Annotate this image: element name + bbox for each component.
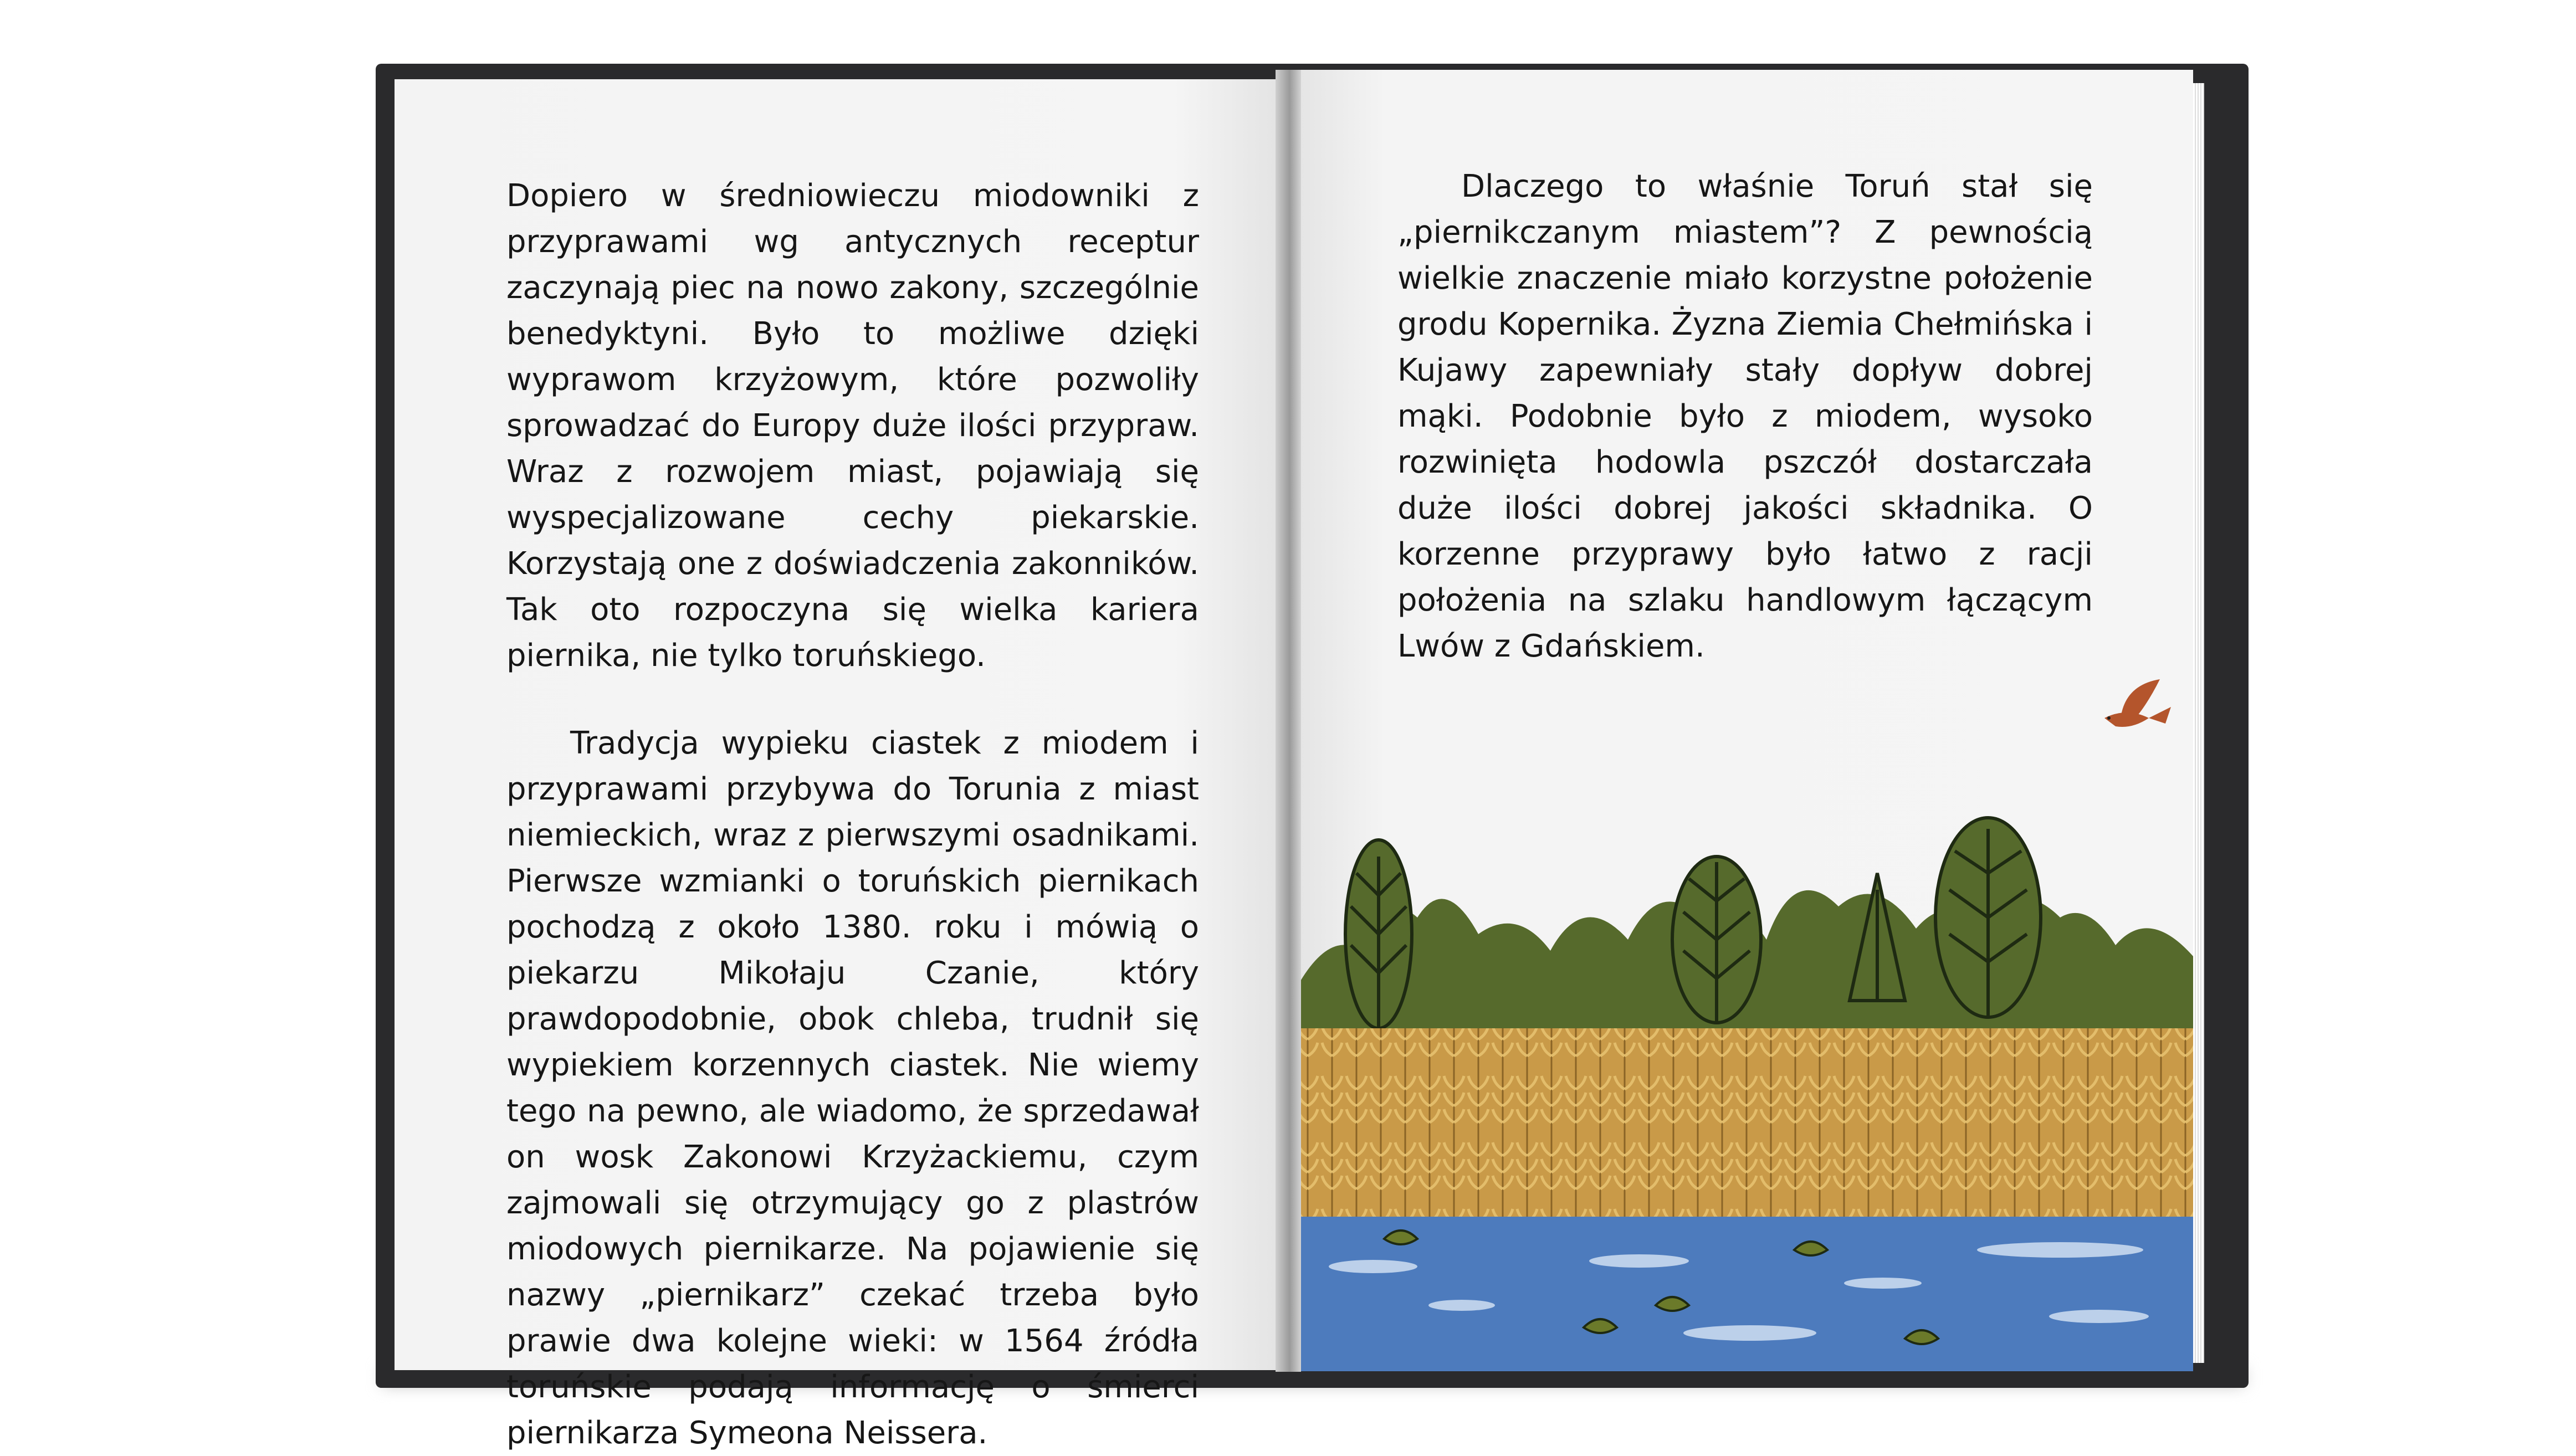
reeds [1295,1028,2193,1222]
river-water [1295,1217,2193,1371]
bird-icon [2082,674,2182,757]
right-page-text [1397,163,2093,669]
paragraph: Dopiero w średniowieczu miodowniki z przyprawami wg antycznych receptur zaczynają piec na nowo zakony, szczególnie benedyktyni. Było to możliwe dzięki wyprawom krzyżowym, które pozwoliły sprowadzać do Europy duże ilości przypraw. Wraz z rozwojem miast, pojawiają się wyspecjalizowane cechy piekarskie. Korzystają one z doświadczenia zakonników. Tak oto rozpoczyna się wielka kariera piernika, nie tylko toruńskiego. [506,178,1199,674]
left-page-text [506,173,1199,1456]
page-edges [2193,83,2204,1363]
paragraph: Dlaczego to właśnie Toruń stał się „piernikczanym miastem”? Z pewnością wielkie znaczenie miało korzystne położenie grodu Kopernika. Żyzna Ziemia Chełmińska i Kujawy zapewniały stały dopływ dobrej mąki. Podobnie było z miodem, wysoko rozwinięta hodowla pszczół dostarczała duże ilości dobrej jakości składnika. O korzenne przyprawy było łatwo z racji położenia na szlaku handlowym łączącym Lwów z Gdańskiem. [1397,168,2093,664]
paragraph: Tradycja wypieku ciastek z miodem i przyprawami przybywa do Torunia z miast niemieckich, wraz z pierwszymi osadnikami. Pierwsze wzmianki o toruńskich piernikach pochodzą z około 1380. roku i mówią o piekarzu Mikołaju Czanie, który prawdopodobnie, obok chleba, trudnił się wypiekiem korzennych ciastek. Nie wiemy tego na pewno, ale wiadomo, że sprzedawał on wosk Zakonowi Krzyżackiemu, czym zajmowali się otrzymujący go z plastrów miodowych piernikarze. Na pojawienie się nazwy „piernikarz” czekać trzeba było prawie dwa kolejne wieki: w 1564 źródła toruńskie podają informację o śmierci piernikarza Symeona Neissera. [506,725,1199,1451]
book-gutter [1276,70,1301,1372]
reeds-river-illustration [1295,807,2193,1371]
